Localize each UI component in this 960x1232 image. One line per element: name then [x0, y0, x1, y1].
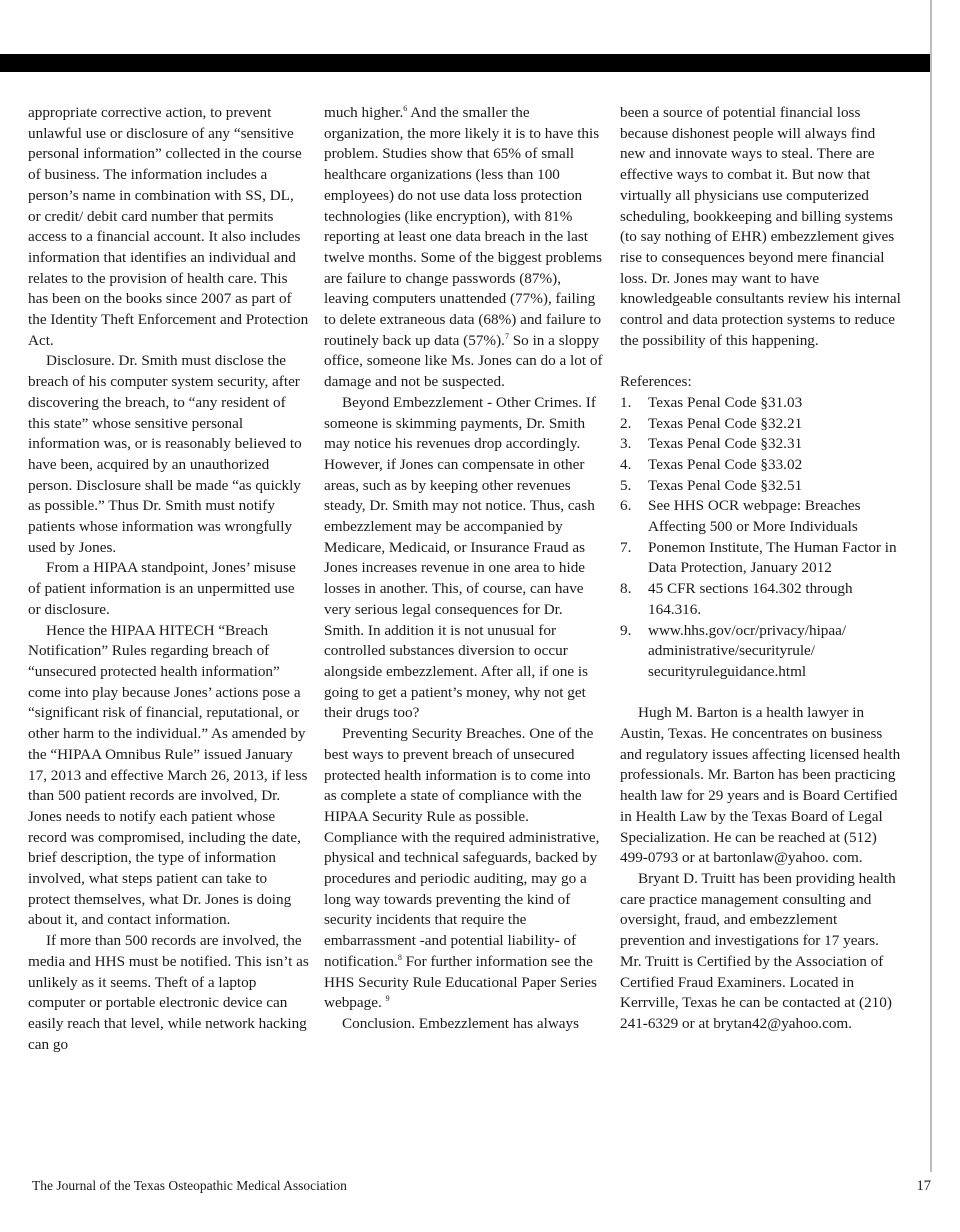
reference-number: 2. [620, 414, 632, 432]
reference-item [620, 434, 902, 455]
paragraph-preventing-breaches [324, 724, 606, 1014]
column-3 [620, 103, 902, 1035]
reference-text: Texas Penal Code §31.03 [648, 393, 803, 411]
reference-text: www.hhs.gov/ocr/privacy/hipaa/ administrative/securityrule/ securityruleguidance.html [648, 621, 847, 680]
reference-number: 4. [620, 455, 632, 473]
references-heading: References: [620, 373, 692, 391]
author-bio-barton: Hugh M. Barton is a health lawyer in Austin, Texas. He concentrates on business and regulatory issues affecting licensed health professionals. Mr. Barton has been practicing health law for 29 years and is Board Certified in Health Law by the Texas Board of Legal Specialization. He can be reached at (512) 499-0793 or at bartonlaw@yahoo. com. [620, 704, 901, 867]
reference-text: Texas Penal Code §32.51 [648, 476, 803, 494]
footnote-ref: 6 [403, 103, 408, 113]
paragraph-other-crimes: Beyond Embezzlement - Other Crimes. If someone is skimming payments, Dr. Smith may notice his revenues drop accordingly. However, if Jones can compensate in other areas, such as by keeping other revenues steady, Dr. Smith may not notice. Thus, cash embezzlement may be accompanied by Medicare, Medicaid, or Insurance Fraud as Jones increases revenue in one area to hide losses in another. This, of course, can have very serious legal consequences for Dr. Smith. In addition it is not unusual for controlled substances diversion to occur alongside embezzlement. After all, if one is going to get a patient’s money, why not get their drugs too? [324, 393, 596, 722]
text: Preventing Security Breaches. One of the best ways to prevent breach of unsecured protected health information is to come into as complete a state of compliance with the HIPAA Security Rule as possible. Compliance with the required administrative, physical and technical safeguards, backed by procedures and periodic auditing, may go a long way towards preventing the kind of security incidents that require the embarrassment -and potential liability- of notification. [324, 725, 600, 970]
text: And the smaller the organization, the more likely it is to have this problem. Studies show that 65% of small healthcare organizations (less than 100 employees) do not use data loss protection technologies (like encryption), with 81% reporting at least one data breach in the last twelve months. Some of the biggest problems are failure to change passwords (87%), leaving computers unattended (77%), failing to delete extraneous data (68%) and failure to routinely back up data (57%). [324, 104, 602, 349]
footnote-ref: 8 [397, 952, 402, 962]
reference-number: 1. [620, 393, 632, 411]
reference-item [620, 414, 902, 435]
reference-number: 6. [620, 497, 632, 515]
author-bio-truitt: Bryant D. Truitt has been providing health care practice management consulting and oversight, fraud, and embezzlement prevention and investigations for 17 years. Mr. Truitt is Certified by the Association of Certified Fraud Examiners. Located in Kerrville, Texas he can be contacted at (210) 241-6329 or at brytan42@yahoo.com. [620, 869, 896, 1032]
paragraph: appropriate corrective action, to prevent unlawful use or disclosure of any “sensitive personal information” collected in the course of business. The information includes a person’s name in combination with SS, DL, or credit/ debit card number that permits access to a financial account. It also includes information that identifies an individual and relates to the provision of health care. This has been on the books since 2007 as part of the Identity Theft Enforcement and Protection Act. [28, 104, 309, 349]
reference-text: Ponemon Institute, The Human Factor in Data Protection, January 2012 [648, 538, 897, 577]
reference-text: 45 CFR sections 164.302 through 164.316. [648, 580, 853, 618]
paragraph-much-higher [324, 103, 606, 393]
reference-text: See HHS OCR webpage: Breaches Affecting 500 or More Individuals [648, 497, 861, 536]
reference-number: 7. [620, 538, 632, 556]
reference-item [620, 621, 902, 683]
reference-item [620, 496, 902, 537]
paragraph-breach-notification: Hence the HIPAA HITECH “Breach Notification” Rules regarding breach of “unsecured protected health information” come into play because Jones’ actions pose a “significant risk of financial, reputational, or other harm to the individual.” As amended by the “HIPAA Omnibus Rule” issued January 17, 2013 and effective March 26, 2013, if less than 500 patient records are involved, Dr. Jones needs to notify each patient whose record was compromised, including the date, brief description, the type of information involved, what steps patient can take to protect themselves, what Dr. Jones is doing about it, and contact information. [28, 621, 308, 929]
page-number: 17 [916, 1178, 931, 1194]
reference-text: Texas Penal Code §32.31 [648, 435, 803, 453]
paragraph-conclusion-cont: been a source of potential financial loss because dishonest people will always find new and innovate ways to steal. There are effective ways to combat it. But now that virtually all physicians use computerized scheduling, bookkeeping and billing systems (to say nothing of EHR) embezzlement gives rise to consequences beyond mere financial loss. Dr. Jones may want to have knowledgeable consultants review his internal control and data protection systems to reduce the possibility of this happening. [620, 104, 901, 349]
column-1 [28, 103, 310, 1055]
paragraph-disclosure: Disclosure. Dr. Smith must disclose the breach of his computer system security, after discovering the breach, to “any resident of this state” whose sensitive personal information was, or is reasonably believed to have been, acquired by an unauthorized person. Disclosure shall be made “as quickly as possible.” Thus Dr. Smith must notify patients whose information was wrongfully used by Jones. [28, 352, 302, 556]
paragraph-conclusion: Conclusion. Embezzlement has always [342, 1014, 580, 1032]
reference-item [620, 455, 902, 476]
reference-text: Texas Penal Code §33.02 [648, 455, 803, 473]
reference-number: 5. [620, 476, 632, 494]
reference-number: 8. [620, 580, 632, 598]
paragraph-more-than-500: If more than 500 records are involved, the media and HHS must be notified. This isn’t as unlikely as it seems. Theft of a laptop computer or portable electronic device can easily reach that level, while network hacking can go [28, 932, 309, 1053]
reference-number: 9. [620, 621, 632, 639]
footnote-ref: 9 [385, 994, 390, 1004]
reference-item [620, 393, 902, 414]
column-2 [324, 103, 606, 1035]
header-bar [0, 54, 930, 72]
text: So in a sloppy office, someone like Ms. Jones can do a lot of damage and not be suspected. [324, 331, 603, 391]
reference-item [620, 538, 902, 579]
text: much higher. [324, 104, 404, 121]
paragraph-hipaa-standpoint: From a HIPAA standpoint, Jones’ misuse of patient information is an unpermitted use or disclosure. [28, 559, 296, 618]
page-edge-rule [930, 0, 932, 1172]
reference-text: Texas Penal Code §32.21 [648, 414, 803, 432]
footnote-ref: 7 [504, 331, 509, 341]
references-list [620, 393, 902, 683]
text: For further information see the HHS Security Rule Educational Paper Series webpage. [324, 952, 597, 1012]
reference-item [620, 579, 902, 620]
reference-item [620, 476, 902, 497]
reference-number: 3. [620, 435, 632, 453]
journal-title-footer: The Journal of the Texas Osteopathic Medical Association [32, 1178, 347, 1193]
